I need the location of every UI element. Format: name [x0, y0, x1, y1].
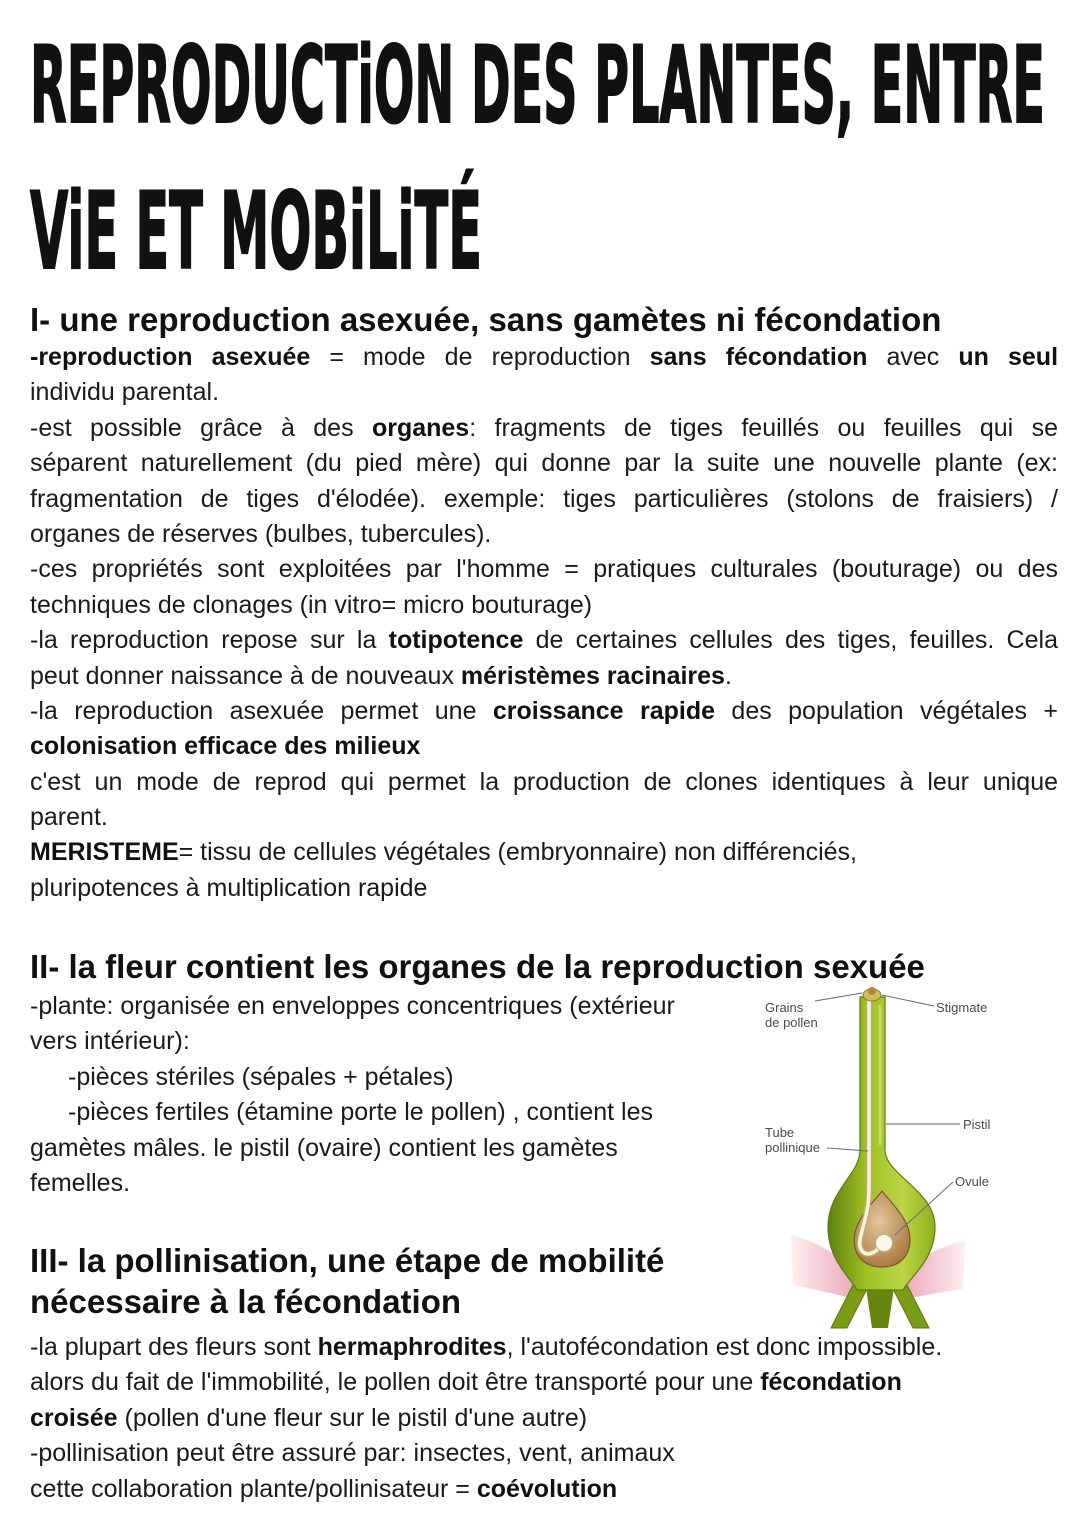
section-3-heading-line-1: III- la pollinisation, une étape de mobilité — [30, 1242, 665, 1279]
text-segment: = tissu de cellules végétales (embryonnaire) non différenciés, — [178, 838, 858, 867]
text-segment: peut donner naissance à de nouveaux — [30, 661, 461, 690]
text-segment: . — [724, 661, 732, 690]
section-3-heading-line-2: nécessaire à la fécondation — [30, 1283, 462, 1320]
label-pollen-grains: Grains — [765, 1000, 804, 1015]
bold-term: -reproduction asexuée — [30, 343, 311, 371]
bold-term: hermaphrodites — [317, 1333, 507, 1361]
bold-term: totipotence — [388, 626, 524, 655]
label-pollen-grains-2: de pollen — [765, 1015, 818, 1030]
leader-line-pollen-grains — [815, 993, 862, 1001]
text-segment: : fragments de tiges feuillés ou feuilles qui se — [469, 413, 1058, 442]
paragraph-line — [30, 835, 1058, 870]
text-segment: (pollen d'une fleur sur le pistil d'une autre) — [117, 1403, 588, 1432]
bold-term: organes — [371, 413, 470, 442]
paragraph-line: gamètes mâles. le pistil (ovaire) contient les gamètes — [30, 1133, 618, 1162]
paragraph-line: femelles. — [30, 1168, 131, 1197]
paragraph-line: parent. — [30, 803, 108, 832]
text-segment: alors du fait de l'immobilité, le pollen doit être transporté pour une — [30, 1368, 761, 1397]
title-line-1: REPRODUCTiON DES PLANTES, ENTRE — [30, 24, 1045, 147]
paragraph-line: vers intérieur): — [30, 1027, 190, 1056]
paragraph-line — [30, 340, 1058, 375]
text-segment: = mode de reproduction — [310, 343, 650, 371]
text-segment: , l'autofécondation est donc impossible. — [506, 1333, 943, 1361]
bold-term: fécondation — [760, 1368, 902, 1397]
paragraph-line — [30, 1330, 1058, 1365]
label-stigma: Stigmate — [936, 1000, 988, 1015]
bold-term: méristèmes racinaires — [460, 661, 725, 690]
bold-term: un seul — [958, 343, 1059, 371]
bold-term: croissance rapide — [492, 696, 715, 725]
section-1-heading: I- une reproduction asexuée, sans gamètes ni fécondation — [30, 301, 942, 338]
paragraph-line — [30, 1365, 1058, 1400]
label-pollen-tube-2: pollinique — [765, 1140, 820, 1155]
paragraph-line — [30, 694, 1058, 729]
paragraph-line: techniques de clonages (in vitro= micro bouturage) — [30, 590, 593, 619]
bold-term: croisée — [30, 1403, 118, 1432]
leader-line-stigma — [882, 995, 934, 1006]
text-segment: -la reproduction repose sur la — [30, 626, 389, 655]
paragraph-line — [30, 411, 1058, 446]
text-segment: cette collaboration plante/pollinisateur = — [30, 1474, 477, 1503]
title-line-2: ViE ET MOBiLiTÉ — [30, 170, 482, 290]
paragraph-line: -ces propriétés sont exploitées par l'homme = pratiques culturales (bouturage) ou des — [30, 555, 1058, 584]
paragraph-line: c'est un mode de reprod qui permet la production de clones identiques à leur unique — [30, 767, 1058, 796]
label-ovule: Ovule — [955, 1174, 989, 1189]
paragraph-line: colonisation efficace des milieux — [30, 732, 421, 761]
bold-term: coévolution — [476, 1474, 618, 1503]
label-pistil: Pistil — [963, 1117, 991, 1132]
section-1-body — [30, 340, 1058, 906]
section-3-heading — [30, 1240, 664, 1322]
embryo-sac — [876, 1235, 893, 1252]
paragraph-line — [30, 1472, 1058, 1507]
section-2-body — [30, 989, 750, 1201]
text-segment: -la reproduction asexuée permet une — [30, 696, 493, 725]
paragraph-line — [30, 1401, 1058, 1436]
paragraph-line: -plante: organisée en enveloppes concentriques (extérieur — [30, 992, 675, 1020]
bold-term: sans fécondation — [649, 343, 868, 371]
paragraph-line: organes de réserves (bulbes, tubercules). — [30, 519, 492, 548]
label-pollen-tube: Tube — [765, 1125, 795, 1140]
paragraph-line: -pièces stériles (sépales + pétales) — [68, 1062, 454, 1091]
text-segment: avec — [867, 343, 959, 371]
text-segment: de certaines cellules des tiges, feuilles. Cela — [523, 626, 1058, 655]
pistil-diagram — [755, 985, 1005, 1330]
section-2-heading: II- la fleur contient les organes de la reproduction sexuée — [30, 948, 925, 985]
section-3-body — [30, 1330, 1058, 1507]
paragraph-line — [30, 659, 1058, 694]
bold-term: MERISTEME — [30, 838, 179, 867]
paragraph-line — [30, 623, 1058, 658]
paragraph-line: fragmentation de tiges d'élodée). exemple: tiges particulières (stolons de fraisiers) / — [30, 484, 1058, 513]
page-title — [0, 0, 1080, 290]
paragraph-line: -pièces fertiles (étamine porte le pollen) , contient les — [68, 1098, 654, 1127]
text-segment: -la plupart des fleurs sont — [30, 1333, 318, 1361]
paragraph-line: -pollinisation peut être assuré par: insectes, vent, animaux — [30, 1439, 675, 1468]
text-segment: -est possible grâce à des — [30, 413, 372, 442]
text-segment: des population végétales + — [715, 696, 1058, 725]
pollen-grain — [868, 987, 876, 995]
paragraph-line: individu parental. — [30, 378, 220, 407]
paragraph-line: séparent naturellement (du pied mère) qui donne par la suite une nouvelle plante (ex: — [30, 449, 1058, 478]
paragraph-line: pluripotences à multiplication rapide — [30, 873, 428, 902]
